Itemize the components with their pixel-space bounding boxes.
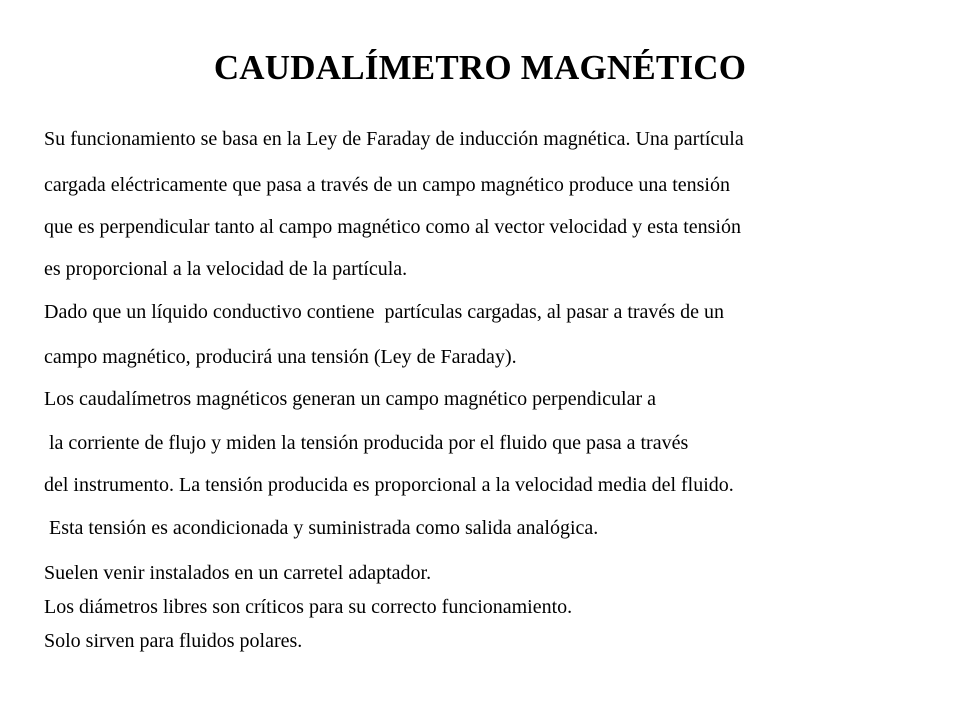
- body-line-4: es proporcional a la velocidad de la partícula.: [44, 258, 408, 280]
- body-line-13: Solo sirven para fluidos polares.: [44, 630, 303, 652]
- body-line-12: Los diámetros libres son críticos para su correcto funcionamiento.: [44, 596, 573, 618]
- body-line-2: cargada eléctricamente que pasa a través de un campo magnético produce una tensión: [44, 174, 730, 196]
- body-line-8: la corriente de flujo y miden la tensión producida por el fluido que pasa a través: [44, 432, 689, 454]
- body-line-10: Esta tensión es acondicionada y suministrada como salida analógica.: [44, 517, 599, 539]
- body-line-7: Los caudalímetros magnéticos generan un campo magnético perpendicular a: [44, 388, 656, 410]
- body-line-3: que es perpendicular tanto al campo magnético como al vector velocidad y esta tensión: [44, 216, 741, 238]
- body-line-5: Dado que un líquido conductivo contiene partículas cargadas, al pasar a través de un: [44, 301, 724, 323]
- body-line-6: campo magnético, producirá una tensión (Ley de Faraday).: [44, 346, 517, 368]
- page-title: CAUDALÍMETRO MAGNÉTICO: [213, 48, 747, 87]
- body-line-9: del instrumento. La tensión producida es proporcional a la velocidad media del fluido.: [44, 474, 734, 496]
- body-line-11: Suelen venir instalados en un carretel adaptador.: [44, 562, 432, 584]
- body-line-1: Su funcionamiento se basa en la Ley de Faraday de inducción magnética. Una partícula: [44, 128, 744, 150]
